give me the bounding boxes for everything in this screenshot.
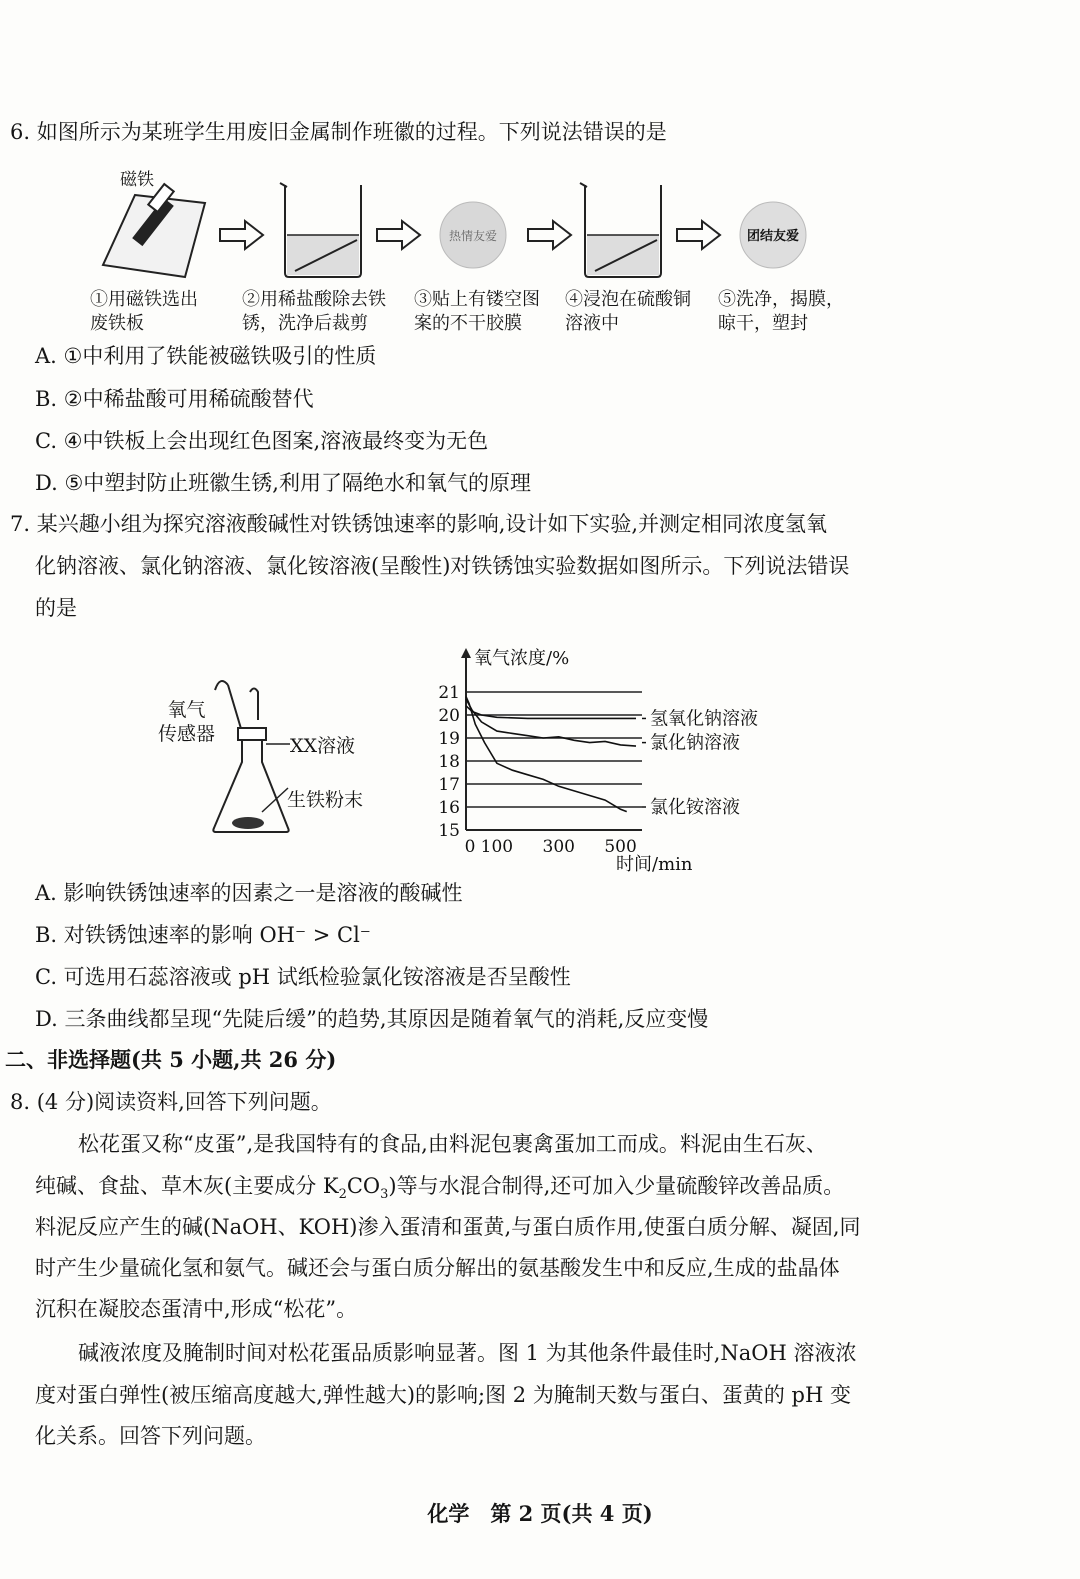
- q7-stem-line-3: 的是: [35, 596, 77, 620]
- series-line-2: [466, 699, 636, 746]
- oxygen-sensor-label: 氧气 传感器: [158, 699, 216, 745]
- q8-p1-line-1: 松花蛋又称“皮蛋”,是我国特有的食品,由料泥包裹禽蛋加工而成。料泥由生石灰、: [78, 1132, 827, 1156]
- oxygen-concentration-chart: [430, 640, 770, 880]
- y-tick-label: 19: [438, 729, 460, 749]
- y-axis-arrow: [461, 648, 471, 658]
- disc-with-film: [440, 202, 506, 268]
- process-arrow-1: [220, 221, 263, 249]
- q8-p1-line-3: 料泥反应产生的碱(NaOH、KOH)渗入蛋清和蛋黄,与蛋白质作用,使蛋白质分解、凝固,同: [35, 1215, 861, 1239]
- q7-option-c: C. 可选用石蕊溶液或 pH 试纸检验氯化铵溶液是否呈酸性: [35, 965, 571, 989]
- iron-powder-label: 生铁粉末: [287, 789, 364, 811]
- q6-option-a: A. ①中利用了铁能被磁铁吸引的性质: [35, 344, 377, 368]
- q6-option-b: B. ②中稀盐酸可用稀硫酸替代: [35, 387, 314, 411]
- beaker-hydrochloric-acid: [280, 183, 361, 277]
- step-4-caption: ④浸泡在硫酸铜 溶液中: [565, 289, 691, 334]
- q6-stem: 6. 如图所示为某班学生用废旧金属制作班徽的过程。下列说法错误的是: [10, 120, 667, 144]
- q8-p1-line-5: 沉积在凝胶态蛋清中,形成“松花”。: [35, 1297, 358, 1321]
- y-tick-label: 17: [438, 775, 460, 795]
- magnet-label: 磁铁: [120, 170, 154, 190]
- process-arrow-2: [377, 221, 420, 249]
- step-3-caption: ③贴上有镂空图 案的不干胶膜: [414, 289, 540, 334]
- series-line-1: [466, 706, 636, 719]
- q6-option-d: D. ⑤中塑封防止班徽生锈,利用了隔绝水和氧气的原理: [35, 471, 531, 495]
- process-arrow-4: [677, 221, 720, 249]
- x-axis-label: 时间/min: [616, 854, 693, 875]
- q7-stem-line-1: 7. 某兴趣小组为探究溶液酸碱性对铁锈蚀速率的影响,设计如下实验,并测定相同浓度氢氧: [10, 512, 828, 536]
- q6-process-diagram: [95, 165, 825, 285]
- series-label-2: 氯化钠溶液: [650, 732, 740, 754]
- finished-badge: [740, 202, 806, 268]
- q7-option-a: A. 影响铁锈蚀速率的因素之一是溶液的酸碱性: [35, 881, 463, 905]
- q8-p1-line-4: 时产生少量硫化氢和氨气。碱还会与蛋白质分解出的氨基酸发生中和反应,生成的盐晶体: [35, 1256, 840, 1280]
- disc1-pattern-text: 热情友爱: [448, 229, 498, 243]
- process-arrow-3: [528, 221, 571, 249]
- y-axis-label: 氧气浓度/%: [474, 648, 570, 669]
- step-5-caption: ⑤洗净，揭膜， 晾干，塑封: [718, 289, 844, 334]
- disc2-pattern-text: 团结友爱: [746, 229, 800, 244]
- beaker-copper-sulfate: [580, 183, 661, 277]
- q8-p2-line-2: 度对蛋白弹性(被压缩高度越大,弹性越大)的影响;图 2 为腌制天数与蛋白、蛋黄的 pH 变: [35, 1383, 851, 1407]
- q8-p2-line-1: 碱液浓度及腌制时间对松花蛋品质影响显著。图 1 为其他条件最佳时,NaOH 溶液浓: [78, 1341, 857, 1365]
- section-2-heading: 二、非选择题(共 5 小题,共 26 分): [5, 1047, 337, 1072]
- q7-stem-line-2: 化钠溶液、氯化钠溶液、氯化铵溶液(呈酸性)对铁锈蚀实验数据如图所示。下列说法错误: [35, 554, 850, 578]
- x-tick-label: 0: [464, 837, 476, 857]
- q8-p2-line-3: 化关系。回答下列问题。: [35, 1424, 266, 1448]
- y-tick-label: 20: [438, 706, 460, 726]
- step-2-caption: ②用稀盐酸除去铁 锈，洗净后裁剪: [242, 289, 386, 334]
- series-label-1: 氢氧化钠溶液: [650, 708, 758, 730]
- solution-label: XX溶液: [290, 735, 356, 757]
- q7-option-b: B. 对铁锈蚀速率的影响 OH⁻ > Cl⁻: [35, 923, 371, 947]
- x-tick-label: 300: [542, 837, 575, 857]
- page-footer: 化学 第 2 页(共 4 页): [427, 1501, 653, 1526]
- series-label-3: 氯化铵溶液: [650, 797, 740, 818]
- q7-option-d: D. 三条曲线都呈现“先陡后缓”的趋势,其原因是随着氧气的消耗,反应变慢: [35, 1007, 709, 1031]
- iron-plate-with-magnet: [103, 170, 205, 277]
- x-tick-label: 500: [604, 837, 637, 857]
- y-tick-label: 21: [438, 683, 460, 703]
- step-1-caption: ①用磁铁选出 废铁板: [90, 289, 198, 334]
- y-tick-label: 16: [438, 798, 460, 818]
- q8-stem: 8. (4 分)阅读资料,回答下列问题。: [10, 1090, 332, 1114]
- y-tick-label: 15: [438, 821, 460, 841]
- y-tick-label: 18: [438, 752, 460, 772]
- x-tick-label: 100: [480, 837, 514, 857]
- q8-p1-line-2: 纯碱、食盐、草木灰(主要成分 $K_2CO_3$)等与水混合制得,还可加入少量硫酸锌改善品质。: [35, 1174, 845, 1203]
- series-line-3: [466, 697, 627, 812]
- q6-option-c: C. ④中铁板上会出现红色图案,溶液最终变为无色: [35, 429, 489, 453]
